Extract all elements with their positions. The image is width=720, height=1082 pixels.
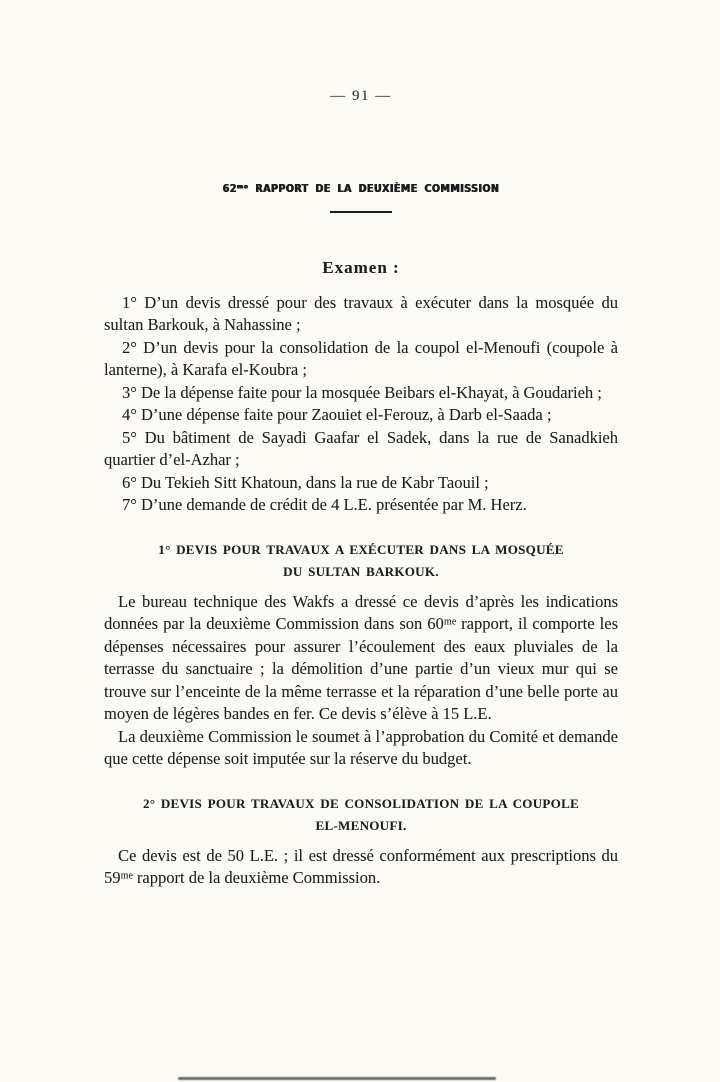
list-item: 6° Du Tekieh Sitt Khatoun, dans la rue de Kabr Taouil ; [122,472,489,492]
list-item: 5° Du bâtiment de Sayadi Gaafar el Sadek, dans la rue de Sanadkieh quartier d’el-Azhar ; [104,427,618,469]
section-body [104,845,618,890]
page-number: — 91 — [330,88,392,104]
examen-heading: Examen : [322,258,400,277]
section-devis-coupole-el-menoufi [104,793,618,890]
section-body [104,591,618,771]
paragraph: Ce devis est de 50 L.E. ; il est dressé conformément aux prescriptions du 59ᵐᵉ rapport de la deuxième Commission. [104,845,618,887]
report-title: 62ᵐᵉ RAPPORT DE LA DEUXIÈME COMMISSION [222,183,500,195]
section-heading [104,539,618,583]
scan-edge-artifact [178,1077,496,1080]
section-heading [104,793,618,837]
section-heading-line: 1° DEVIS POUR TRAVAUX A EXÉCUTER DANS LA MOSQUÉE [158,541,564,557]
paragraph: Le bureau technique des Wakfs a dressé ce devis d’après les indications données par la deuxième Commission dans son 60ᵐᵉ rapport, il comporte les dépenses nécessaires pour assurer l’écoulement des eaux pluviales de la terrasse du sanctuaire ; la démolition d’une partie d’un vieux mur qui se trouve sur l’enceinte de la même terrasse et la réparation d’une belle porte au moyen de légères bandes en fer. Ce devis s’élève à 15 L.E. [104,591,618,723]
title-divider-rule [330,211,392,213]
section-heading-line: EL-MENOUFI. [315,817,407,833]
list-item: 1° D’un devis dressé pour des travaux à exécuter dans la mosquée du sultan Barkouk, à Nahassine ; [104,292,618,334]
list-item: 2° D’un devis pour la consolidation de la coupol el-Menoufi (coupole à lanterne), à Karafa el-Koubra ; [104,337,618,379]
section-heading-line: DU SULTAN BARKOUK. [283,563,439,579]
list-item: 3° De la dépense faite pour la mosquée Beibars el-Khayat, à Goudarieh ; [122,382,602,402]
list-item: 7° D’une demande de crédit de 4 L.E. présentée par M. Herz. [122,495,527,514]
paragraph: La deuxième Commission le soumet à l’approbation du Comité et demande que cette dépense soit imputée sur la réserve du budget. [104,726,618,768]
section-devis-barkouk [104,539,618,771]
section-heading-line: 2° DEVIS POUR TRAVAUX DE CONSOLIDATION DE LA COUPOLE [142,795,580,811]
examen-list [104,292,618,517]
list-item: 4° D’une dépense faite pour Zaouiet el-Ferouz, à Darb el-Saada ; [122,405,552,424]
